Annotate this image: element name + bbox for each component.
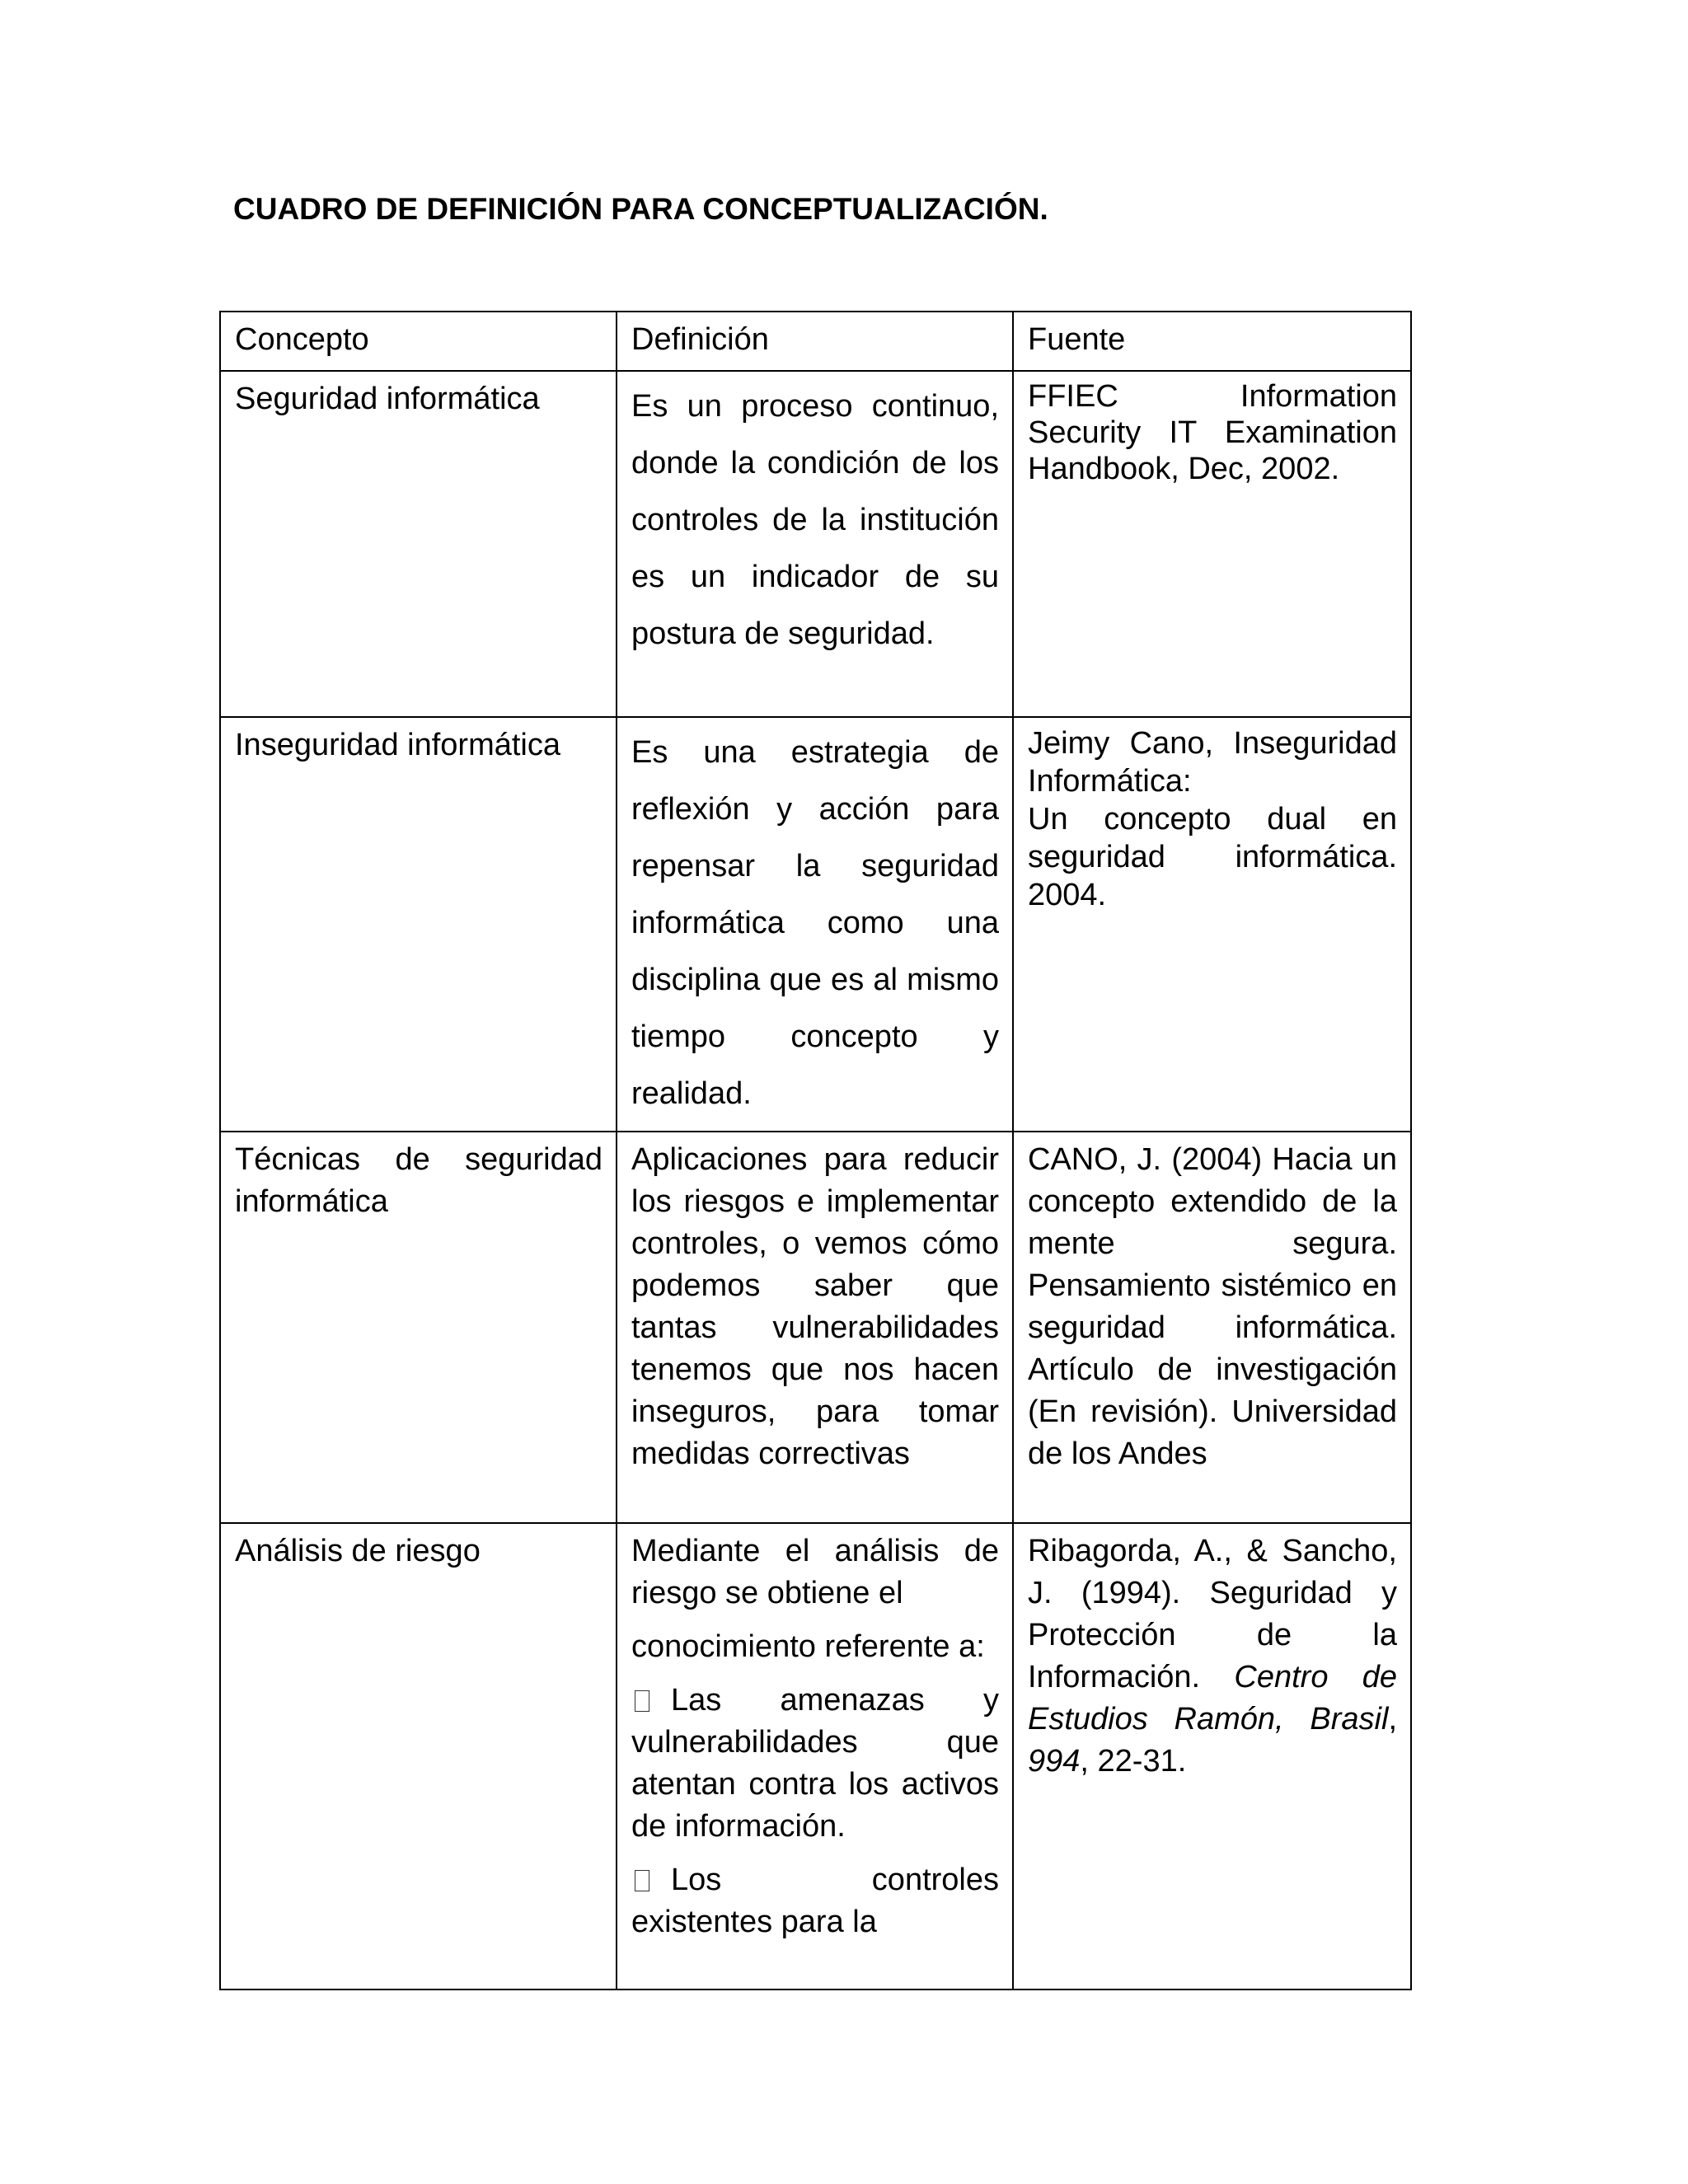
fuente-cell — [1013, 717, 1411, 1132]
fuente-journal: Centro de Estudios Ramón, Brasil — [1028, 1660, 1397, 1736]
table-row — [220, 1132, 1411, 1523]
fuente-cell: CANO, J. (2004) Hacia un concepto extendido de la mente segura. Pensamiento sistémico en seguridad informática. Artículo de investigación (En revisión). Universidad de los Andes — [1013, 1132, 1411, 1523]
page-title: CUADRO DE DEFINICIÓN PARA CONCEPTUALIZACIÓN. — [233, 192, 1048, 226]
table-row — [220, 717, 1411, 1132]
concepto-cell: Seguridad informática — [220, 371, 617, 717]
header-concepto: Concepto — [220, 312, 617, 371]
fuente-pages: , 22-31. — [1080, 1744, 1187, 1779]
definicion-cell: Aplicaciones para reducir los riesgos e implementar controles, o vemos cómo podemos saber que tantas vulnerabilidades tenemos que nos hacen inseguros, para tomar medidas correctivas — [617, 1132, 1013, 1523]
fuente-cell — [1013, 1523, 1411, 1990]
bullet-text: Los controles existentes para la — [631, 1863, 999, 1939]
table-row — [220, 1523, 1411, 1990]
bullet-square-icon — [635, 1870, 649, 1891]
definicion-cell: Es una estrategia de reflexión y acción para repensar la seguridad informática como una disciplina que es al mismo tiempo concepto y realidad. — [617, 717, 1013, 1132]
bullet-text: Las amenazas y vulnerabilidades que atentan contra los activos de información. — [631, 1683, 999, 1844]
fuente-line-2: Un concepto dual en seguridad informática. 2004. — [1028, 802, 1397, 912]
header-fuente: Fuente — [1013, 312, 1411, 371]
definicion-line-1: Mediante el análisis de riesgo se obtiene el — [631, 1534, 999, 1610]
bullet-item — [631, 1859, 999, 1943]
definition-table — [219, 311, 1412, 1990]
table-header-row — [220, 312, 1411, 371]
fuente-separator: , — [1388, 1702, 1397, 1736]
fuente-cell: FFIEC Information Security IT Examination Handbook, Dec, 2002. — [1013, 371, 1411, 717]
bullet-item — [631, 1680, 999, 1848]
definicion-cell: Es un proceso continuo, donde la condición de los controles de la institución es un indicador de su postura de seguridad. — [617, 371, 1013, 717]
fuente-line-1: Jeimy Cano, Inseguridad Informática: — [1028, 726, 1397, 799]
fuente-volume: 994 — [1028, 1744, 1081, 1779]
definicion-cell — [617, 1523, 1013, 1990]
concepto-cell: Técnicas de seguridad informática — [220, 1132, 617, 1523]
definicion-line-2: conocimiento referente a: — [631, 1629, 985, 1664]
bullet-square-icon — [635, 1690, 649, 1712]
concepto-cell: Análisis de riesgo — [220, 1523, 617, 1990]
table-row — [220, 371, 1411, 717]
concepto-cell: Inseguridad informática — [220, 717, 617, 1132]
header-definicion: Definición — [617, 312, 1013, 371]
fuente-authors: Ribagorda, A., & Sancho, J. (1994). Seguridad y Protección de la Información. — [1028, 1534, 1397, 1694]
